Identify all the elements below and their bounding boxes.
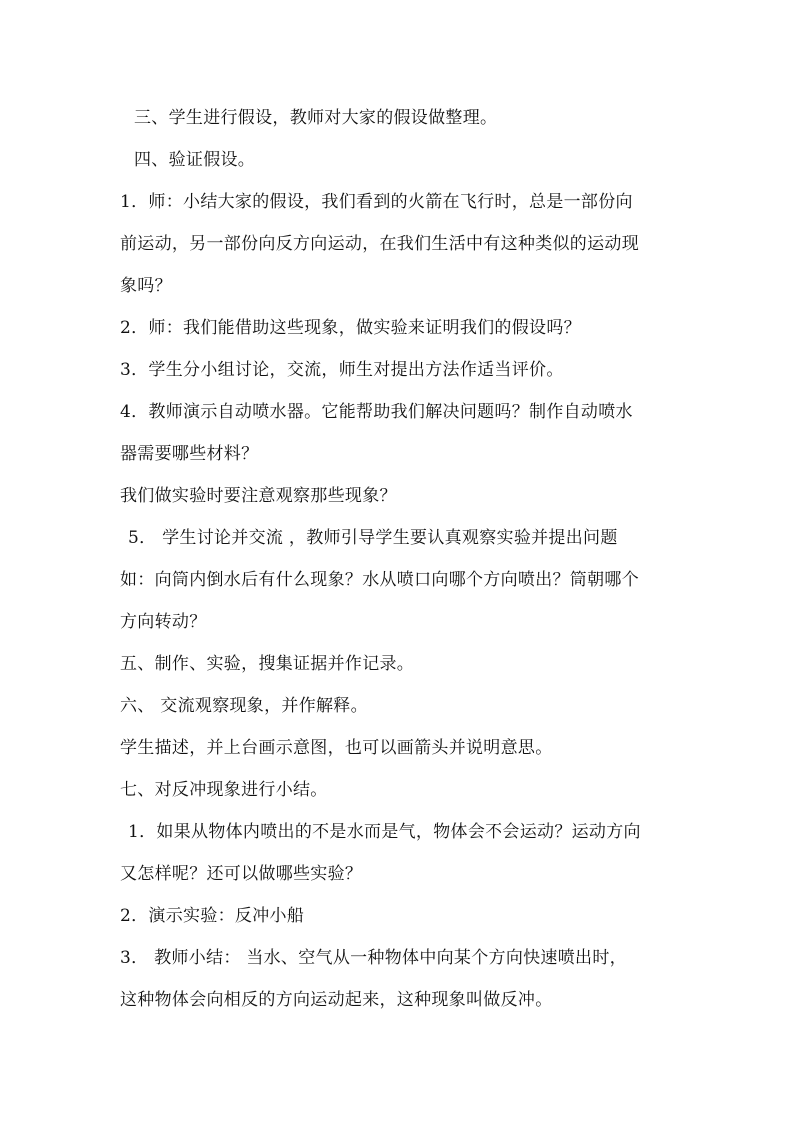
text-line-4: 前运动，另一部份向反方向运动，在我们生活中有这种类似的运动现 (120, 234, 639, 254)
text-line-5: 象吗？ (120, 276, 172, 296)
text-line-6: 2．师：我们能借助这些现象，做实验来证明我们的假设吗？ (120, 318, 581, 338)
text-line-2: 四、验证假设。 (134, 150, 256, 170)
text-line-14: 五、制作、实验，搜集证据并作记录。 (120, 654, 415, 674)
text-line-7: 3．学生分小组讨论，交流，师生对提出方法作适当评价。 (120, 360, 564, 380)
text-line-11: 5． 学生讨论并交流 ，教师引导学生要认真观察实验并提出问题 (128, 528, 618, 548)
text-line-3: 1．师：小结大家的假设，我们看到的火箭在飞行时，总是一部份向 (120, 192, 633, 212)
text-line-17: 七、对反冲现象进行小结。 (120, 780, 328, 800)
text-line-8: 4．教师演示自动喷水器。它能帮助我们解决问题吗？制作自动喷水 (120, 402, 633, 422)
text-line-15: 六、 交流观察现象，并作解释。 (120, 696, 368, 716)
text-line-22: 这种物体会向相反的方向运动起来，这种现象叫做反冲。 (120, 990, 553, 1010)
text-line-10: 我们做实验时要注意观察那些现象？ (120, 486, 397, 506)
text-line-1: 三、学生进行假设，教师对大家的假设做整理。 (134, 108, 498, 128)
text-line-19: 又怎样呢？还可以做哪些实验？ (120, 864, 363, 884)
text-line-21: 3． 教师小结： 当水、空气从一种物体中向某个方向快速喷出时， (120, 948, 627, 968)
text-line-20: 2．演示实验：反冲小船 (120, 906, 305, 926)
text-line-16: 学生描述，并上台画示意图，也可以画箭头并说明意思。 (120, 738, 553, 758)
text-line-18: 1．如果从物体内喷出的不是水而是气，物体会不会运动？运动方向 (128, 822, 641, 842)
text-line-12: 如：向筒内倒水后有什么现象？水从喷口向哪个方向喷出？筒朝哪个 (120, 570, 639, 590)
text-line-13: 方向转动？ (120, 612, 207, 632)
text-line-9: 器需要哪些材料？ (120, 444, 259, 464)
